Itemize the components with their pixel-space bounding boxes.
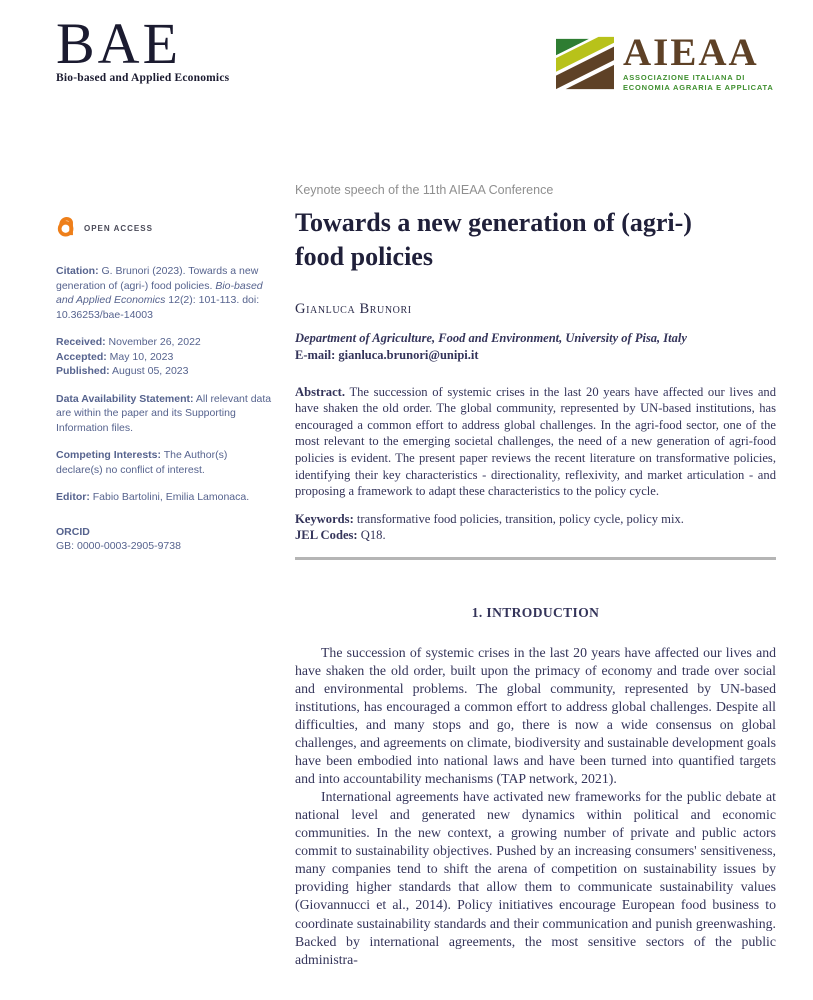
aieaa-association-logo — [556, 31, 774, 95]
abstract-label: Abstract. — [295, 384, 346, 399]
citation-rest: 12(2): 101-113. doi: 10.36253/bae-14003 — [56, 294, 260, 321]
accepted-line: Accepted: May 10, 2023 — [56, 350, 174, 363]
author-email-line — [295, 348, 776, 363]
section-heading-introduction: 1. INTRODUCTION — [471, 604, 600, 620]
bae-journal-logo — [56, 11, 230, 85]
orcid-label: ORCID — [56, 525, 90, 538]
abstract-text: The succession of systemic crises in the last 20 years have affected our lives and have shaken the old order. The global community, represented by UN-based institutions, has encouraged a common effort to address global challenges. In the agri-food sector, one of the most relevant to the emerging societal challenges, the need of a new generation of agri-food policies is evident. The present paper reviews the recent literature on transformative policies, identifying their key characteristics - directionality, reflexivity, and market articulation - and proposing a framework to adapt these characteristics to the policy cycle. — [295, 384, 776, 499]
open-access-label: OPEN ACCESS — [84, 223, 153, 233]
email-label: E-mail: — [295, 347, 336, 362]
article-meta-sidebar — [56, 214, 272, 567]
aieaa-logo-text — [623, 31, 774, 92]
received-line: Received: November 26, 2022 — [56, 336, 201, 349]
article-title: Towards a new generation of (agri-) food policies — [295, 208, 692, 271]
aieaa-subtitle: ASSOCIAZIONE ITALIANA DI ECONOMIA AGRARIA E APPLICATA — [623, 73, 774, 92]
citation-text: G. Brunori (2023). Towards a new generation of (agri-) food policies. — [56, 265, 259, 292]
aieaa-acronym: AIEAA — [623, 31, 759, 74]
competing-interests-block: Competing Interests: The Author(s) declare(s) no conflict of interest. — [56, 449, 228, 476]
intro-paragraph-2: International agreements have activated new frameworks for the public debate at national level and generated new dynamics within political and economic communities. In the new context, a growing number of private and public actors commit to sustainability objectives. Pushed by an increasing consumers' sensitiveness, many companies tend to shift the arena of competition on sustainability issues by providing higher standards that allow them to communicate sustainability values (Giovannucci et al., 2014). Policy initiatives encourage European food business to coordinate sustainability standards and their communication and punish greenwashing. Backed by international agreements, the most sensitive sectors of the public administra- — [295, 789, 776, 967]
open-access-badge — [56, 214, 272, 242]
bae-logo-subtitle: Bio-based and Applied Economics — [56, 72, 230, 85]
citation-journal: Bio-based and Applied Economics — [56, 279, 263, 307]
author-affiliation: Department of Agriculture, Food and Environment, University of Pisa, Italy — [295, 330, 687, 345]
citation-label: Citation: — [56, 265, 99, 278]
orcid-block — [56, 525, 272, 554]
aieaa-fields-icon — [556, 36, 614, 95]
published-line: Published: August 05, 2023 — [56, 365, 189, 378]
citation-block — [56, 264, 272, 322]
keywords-line: Keywords: transformative food policies, transition, policy cycle, policy mix. — [295, 511, 684, 526]
jel-codes-line: JEL Codes: Q18. — [295, 528, 386, 543]
keywords-jel-block — [295, 511, 776, 544]
intro-paragraph-1: The succession of systemic crises in the last 20 years have affected our lives and have shaken the old order, built upon the primacy of economy and trade over social and environmental problems. The global community, represented by UN-based institutions, has encouraged a common effort to address global challenges. Despite all difficulties, and many stops and go, there is now a wide consensus on global challenges, and agreements on climate, biodiversity and sustainable development goals have been embodied into national laws and have been turned into quantified targets and into accountability mechanisms (TAP network, 2021). — [295, 644, 776, 787]
open-access-icon — [56, 214, 78, 242]
article-kicker: Keynote speech of the 11th AIEAA Conference — [295, 183, 554, 197]
bae-logo-text: BAE — [56, 11, 181, 76]
email-address: gianluca.brunori@unipi.it — [335, 347, 479, 362]
article-main-column — [295, 183, 776, 969]
abstract-paragraph — [295, 384, 776, 500]
author-name: Gianluca Brunori — [295, 300, 412, 317]
section-divider — [295, 557, 776, 560]
data-availability-block: Data Availability Statement: All relevant data are within the paper and its Supporting Information files. — [56, 392, 272, 434]
editor-block: Editor: Fabio Bartolini, Emilia Lamonaca. — [56, 491, 250, 504]
dates-block — [56, 335, 272, 378]
orcid-value: GB: 0000-0003-2905-9738 — [56, 540, 181, 553]
